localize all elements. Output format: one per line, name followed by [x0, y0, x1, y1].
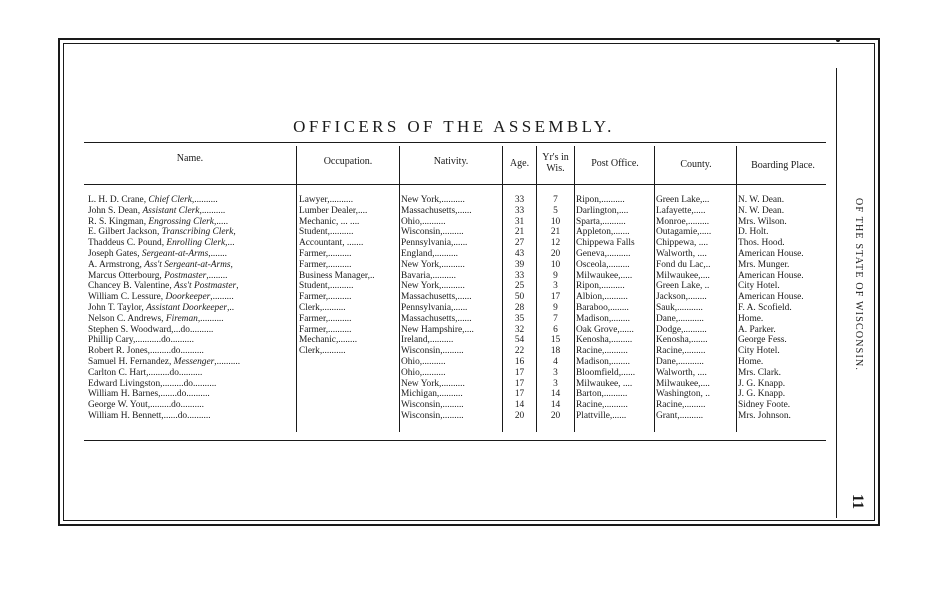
header-boarding: Boarding Place.	[751, 160, 815, 171]
age-cell: 32	[514, 324, 525, 335]
post-office-cell: Milwaukee,.....	[576, 270, 633, 281]
header-years-line2: Wis.	[546, 163, 565, 174]
nativity-cell: Wisconsin,.........	[401, 400, 464, 411]
boarding-cell: American House.	[738, 270, 804, 281]
name-cell	[88, 368, 295, 379]
name-cell	[88, 400, 295, 411]
occupation-cell	[299, 389, 398, 400]
nativity-cell: Massachusetts,......	[401, 292, 472, 303]
boarding-cell: American House.	[738, 249, 804, 259]
officer-role: Sergeant-at-Arms	[141, 249, 209, 259]
occupation-cell: Farmer,..........	[299, 259, 352, 270]
county-cell: Milwaukee,....	[656, 378, 710, 389]
yrs-cell: 17	[550, 292, 561, 303]
header-years-line1: Yr's in	[542, 152, 569, 163]
county-cell: Sauk,...........	[656, 303, 703, 313]
post-office-cell: Osceola,.........	[576, 259, 630, 270]
county-cell: Jackson,........	[656, 292, 707, 303]
county-cell: Dane,...........	[656, 357, 704, 367]
post-office-cell: Madison,........	[576, 357, 630, 367]
yrs-cell: 21	[550, 227, 561, 238]
yrs-cell: 3	[553, 378, 558, 389]
county-cell: Walworth, ....	[656, 249, 707, 259]
nativity-cell: Ohio,..........	[401, 357, 446, 367]
occupation-cell	[299, 400, 398, 411]
name-cell	[88, 227, 295, 238]
occupation-cell: Mechanic,........	[299, 335, 358, 346]
nativity-cell: Massachusetts,......	[401, 313, 472, 324]
nativity-cell: New York,..........	[401, 259, 465, 270]
occupation-cell: Business Manager,..	[299, 270, 375, 281]
column-divider	[399, 146, 400, 432]
post-office-cell: Ripon,..........	[576, 195, 625, 205]
yrs-cell: 14	[550, 400, 561, 411]
officer-name: A. Armstrong,	[88, 259, 145, 270]
age-cell: 39	[514, 259, 525, 270]
occupation-cell: Student,..........	[299, 281, 354, 292]
occupation-cell	[299, 368, 398, 379]
age-cell: 14	[514, 400, 525, 411]
post-office-cell: Kenosha,.........	[576, 335, 633, 346]
officer-name: Marcus Otterbourg,	[88, 270, 165, 281]
leader-dots: ..........	[178, 367, 203, 378]
leader-dots: ,...	[225, 238, 235, 249]
post-office-cell: Barton,..........	[576, 389, 628, 400]
officer-role: Ass't Sergeant-at-Arms	[144, 259, 231, 270]
header-county: County.	[680, 159, 712, 170]
nativity-cell: Pennsylvania,......	[401, 238, 468, 249]
nativity-cell: Ohio,..........	[401, 216, 446, 227]
yrs-cell: 9	[553, 303, 558, 313]
name-cell	[88, 260, 295, 271]
occupation-cell: Clerk,..........	[299, 303, 346, 313]
boarding-cell: F. A. Scofield.	[738, 303, 792, 313]
age-cell: 31	[514, 216, 525, 227]
header-age: Age.	[509, 158, 530, 169]
leader-dots: ,.......	[208, 249, 227, 259]
leader-dots: ,.........	[210, 292, 234, 303]
county-cell: Grant,..........	[656, 411, 704, 421]
post-office-cell: Appleton,.......	[576, 227, 630, 238]
officer-name: L. H. D. Crane,	[88, 195, 149, 205]
leader-dots: ,	[233, 227, 236, 238]
boarding-cell: Mrs. Munger.	[738, 259, 790, 270]
boarding-cell: N. W. Dean.	[738, 195, 785, 205]
table-bottom-rule	[84, 440, 826, 441]
county-cell: Lafayette,.....	[656, 205, 706, 216]
officer-role: Ass't Postmaster	[174, 281, 237, 292]
name-cell	[88, 281, 295, 292]
officer-name: Joseph Gates,	[88, 249, 142, 259]
occupation-cell	[299, 411, 398, 422]
age-cell: 33	[514, 195, 525, 205]
officer-name: Thaddeus C. Pound,	[88, 238, 167, 249]
boarding-cell: Sidney Foote.	[738, 400, 791, 411]
age-cell: 16	[514, 357, 525, 367]
leader-dots: ..........	[180, 400, 204, 411]
leader-dots: ,........	[206, 270, 228, 281]
boarding-cell: Thos. Hood.	[738, 238, 785, 249]
name-cell	[88, 357, 295, 368]
leader-dots: ,..........	[191, 195, 218, 205]
leader-dots: ..........	[189, 324, 214, 335]
post-office-cell: Darlington,....	[576, 205, 629, 216]
officer-role: Transcribing Clerk	[161, 227, 234, 238]
age-cell: 33	[514, 270, 525, 281]
officer-role: Assistant Doorkeeper	[146, 303, 228, 313]
post-office-cell: Chippewa Falls	[576, 238, 635, 249]
leader-dots: ..........	[192, 378, 217, 389]
officer-role: Enrolling Clerk	[166, 238, 226, 249]
county-cell: Kenosha,.......	[656, 335, 708, 346]
boarding-cell: D. Holt.	[738, 227, 769, 238]
nativity-cell: New York,..........	[401, 378, 465, 389]
post-office-cell: Plattville,......	[576, 411, 627, 421]
running-head: OF THE STATE OF WISCONSIN.	[853, 198, 864, 372]
age-cell: 28	[514, 303, 525, 313]
county-cell: Racine,.........	[656, 400, 706, 411]
header-name: Name.	[176, 153, 204, 164]
boarding-cell: George Fess.	[738, 335, 787, 346]
age-cell: 20	[514, 411, 525, 421]
nativity-cell: Pennsylvania,......	[401, 303, 468, 313]
page-number: 11	[849, 494, 866, 510]
county-cell: Chippewa, ....	[656, 238, 709, 249]
officer-role: Assistant Clerk	[142, 205, 200, 216]
name-cell	[88, 325, 295, 336]
post-office-cell: Racine,..........	[576, 400, 628, 411]
occupation-cell: Farmer,..........	[299, 313, 352, 324]
officer-name: Stephen S. Woodward,...do	[88, 324, 190, 335]
yrs-cell: 20	[550, 411, 561, 421]
yrs-cell: 6	[553, 324, 558, 335]
county-cell: Washington, ..	[656, 389, 710, 400]
name-cell	[88, 217, 295, 228]
boarding-cell: City Hotel.	[738, 346, 780, 357]
yrs-cell: 7	[553, 313, 558, 324]
age-cell: 17	[514, 389, 525, 400]
leader-dots: ,	[230, 259, 233, 270]
officer-name: Chancey B. Valentine,	[88, 281, 175, 292]
occupation-cell: Mechanic, ... ....	[299, 216, 360, 227]
name-cell	[88, 335, 295, 346]
name-cell	[88, 292, 295, 303]
officer-name: Phillip Cary,...........do	[88, 335, 171, 346]
nativity-cell: Ohio,..........	[401, 367, 446, 378]
county-cell: Dane,...........	[656, 313, 704, 324]
boarding-cell: A. Parker.	[738, 324, 776, 335]
nativity-cell: New York,..........	[401, 281, 465, 292]
boarding-cell: American House.	[738, 292, 804, 303]
page-title: OFFICERS OF THE ASSEMBLY.	[293, 117, 615, 136]
boarding-cell: Mrs. Wilson.	[738, 216, 787, 227]
officer-name: William H. Bennett,......do	[88, 411, 188, 421]
yrs-cell: 3	[553, 281, 558, 292]
age-cell: 54	[514, 335, 525, 346]
yrs-cell: 10	[550, 216, 561, 227]
name-cell	[88, 411, 295, 422]
post-office-cell: Sparta,..........	[576, 216, 626, 227]
county-cell: Green Lake, ..	[656, 281, 710, 292]
officer-name: John T. Taylor,	[88, 303, 147, 313]
column-divider	[654, 146, 655, 432]
age-cell: 17	[514, 378, 525, 389]
officer-name: John S. Dean,	[88, 205, 143, 216]
county-cell: Fond du Lac,..	[656, 259, 711, 270]
name-cell	[88, 271, 295, 282]
county-cell: Green Lake,...	[656, 195, 710, 205]
nativity-cell: Massachusetts,......	[401, 205, 472, 216]
occupation-cell: Farmer,..........	[299, 324, 352, 335]
leader-dots: ,..........	[197, 313, 224, 324]
boarding-cell: Home.	[738, 313, 764, 324]
name-cell	[88, 346, 295, 357]
yrs-cell: 4	[553, 357, 558, 367]
county-cell: Milwaukee,....	[656, 270, 710, 281]
header-post-office: Post Office.	[591, 158, 639, 169]
column-divider	[296, 146, 297, 432]
name-cell	[88, 206, 295, 217]
officer-role: Engrossing Clerk	[148, 216, 214, 227]
boarding-cell: City Hotel.	[738, 281, 780, 292]
margin-rule	[836, 68, 837, 518]
age-cell: 17	[514, 367, 525, 378]
yrs-cell: 12	[550, 238, 561, 249]
post-office-cell: Albion,..........	[576, 292, 628, 303]
nativity-cell: Ireland,..........	[401, 335, 454, 346]
officer-name: Carlton C. Hart,.........do	[88, 367, 179, 378]
officer-name: Edward Livingston,.........do	[88, 378, 193, 389]
yrs-cell: 3	[553, 367, 558, 378]
name-cell	[88, 238, 295, 249]
boarding-cell: Mrs. Clark.	[738, 367, 781, 378]
county-cell: Dodge,..........	[656, 324, 707, 335]
county-cell: Walworth, ....	[656, 367, 707, 378]
header-nativity: Nativity.	[433, 156, 469, 167]
occupation-cell	[299, 379, 398, 390]
officer-name: Robert R. Jones,.........do	[88, 346, 181, 357]
name-cell	[88, 379, 295, 390]
post-office-cell: Racine,..........	[576, 346, 628, 357]
post-office-cell: Bloomfield,......	[576, 367, 636, 378]
name-cell	[88, 389, 295, 400]
post-office-cell: Oak Grove,......	[576, 324, 634, 335]
age-cell: 33	[514, 205, 525, 216]
nativity-cell: Wisconsin,.........	[401, 227, 464, 238]
post-office-cell: Madison,........	[576, 313, 630, 324]
boarding-cell: N. W. Dean.	[738, 205, 785, 216]
yrs-cell: 5	[553, 205, 558, 216]
boarding-cell: Home.	[738, 357, 764, 367]
yrs-cell: 15	[550, 335, 561, 346]
age-cell: 43	[514, 249, 525, 259]
name-cell	[88, 249, 295, 260]
occupation-cell: Farmer,..........	[299, 292, 352, 303]
nativity-cell: New Hampshire,....	[401, 324, 474, 335]
officer-name: Samuel H. Fernandez,	[88, 357, 174, 367]
age-cell: 27	[514, 238, 525, 249]
age-cell: 35	[514, 313, 525, 324]
leader-dots: ,..........	[199, 205, 226, 216]
occupation-cell: Accountant, .......	[299, 238, 364, 249]
age-cell: 50	[514, 292, 525, 303]
leader-dots: ..........	[180, 346, 204, 357]
boarding-cell: J. G. Knapp.	[738, 389, 786, 400]
yrs-cell: 7	[553, 195, 558, 205]
county-cell: Racine,.........	[656, 346, 706, 357]
yrs-cell: 9	[553, 270, 558, 281]
post-office-cell: Ripon,..........	[576, 281, 625, 292]
post-office-cell: Geneva,..........	[576, 249, 631, 259]
name-cell	[88, 195, 295, 206]
leader-dots: ,.....	[213, 216, 229, 227]
yrs-cell: 20	[550, 249, 561, 259]
occupation-cell: Lawyer,..........	[299, 195, 354, 205]
officer-name: R. S. Kingman,	[88, 216, 149, 227]
yrs-cell: 18	[550, 346, 561, 357]
boarding-cell: J. G. Knapp.	[738, 378, 786, 389]
leader-dots: ..........	[187, 411, 211, 421]
yrs-cell: 14	[550, 389, 561, 400]
nativity-cell: Wisconsin,.........	[401, 346, 464, 357]
county-cell: Monroe,.........	[656, 216, 710, 227]
corner-dot	[836, 38, 840, 42]
leader-dots: ..........	[186, 389, 210, 400]
post-office-cell: Baraboo,........	[576, 303, 629, 313]
leader-dots: ..........	[170, 335, 194, 346]
officer-role: Postmaster	[164, 270, 207, 281]
officer-name: William C. Lessure,	[88, 292, 166, 303]
nativity-cell: Wisconsin,.........	[401, 411, 464, 421]
age-cell: 21	[514, 227, 525, 238]
officer-name: William H. Barnes,.......do	[88, 389, 187, 400]
name-cell	[88, 303, 295, 314]
officer-role: Messenger	[173, 357, 215, 367]
age-cell: 22	[514, 346, 525, 357]
officer-name: George W. Yout,.........do	[88, 400, 181, 411]
officer-role: Chief Clerk	[148, 195, 192, 205]
column-divider	[736, 146, 737, 432]
occupation-cell: Clerk,..........	[299, 346, 346, 357]
post-office-cell: Milwaukee, ....	[576, 378, 633, 389]
boarding-cell: Mrs. Johnson.	[738, 411, 791, 421]
occupation-cell: Farmer,..........	[299, 249, 352, 259]
county-cell: Outagamie,.....	[656, 227, 712, 238]
officer-name: E. Gilbert Jackson,	[88, 227, 162, 238]
occupation-cell: Lumber Dealer,....	[299, 205, 368, 216]
officer-role: Fireman	[165, 313, 198, 324]
name-cell	[88, 314, 295, 325]
occupation-cell	[299, 357, 398, 368]
leader-dots: ,..	[227, 303, 235, 313]
yrs-cell: 10	[550, 259, 561, 270]
nativity-cell: England,..........	[401, 249, 459, 259]
column-divider	[574, 146, 575, 432]
officer-role: Doorkeeper	[165, 292, 211, 303]
header-bottom-rule	[84, 184, 826, 185]
header-occupation: Occupation.	[323, 156, 373, 167]
nativity-cell: Michigan,..........	[401, 389, 463, 400]
nativity-cell: Bavaria,..........	[401, 270, 456, 281]
leader-dots: ,	[236, 281, 239, 292]
officer-name: Nelson C. Andrews,	[88, 313, 166, 324]
leader-dots: ,..........	[214, 357, 241, 367]
occupation-cell: Student,..........	[299, 227, 354, 238]
age-cell: 25	[514, 281, 525, 292]
nativity-cell: New York,..........	[401, 195, 465, 205]
table-top-rule	[84, 142, 826, 143]
